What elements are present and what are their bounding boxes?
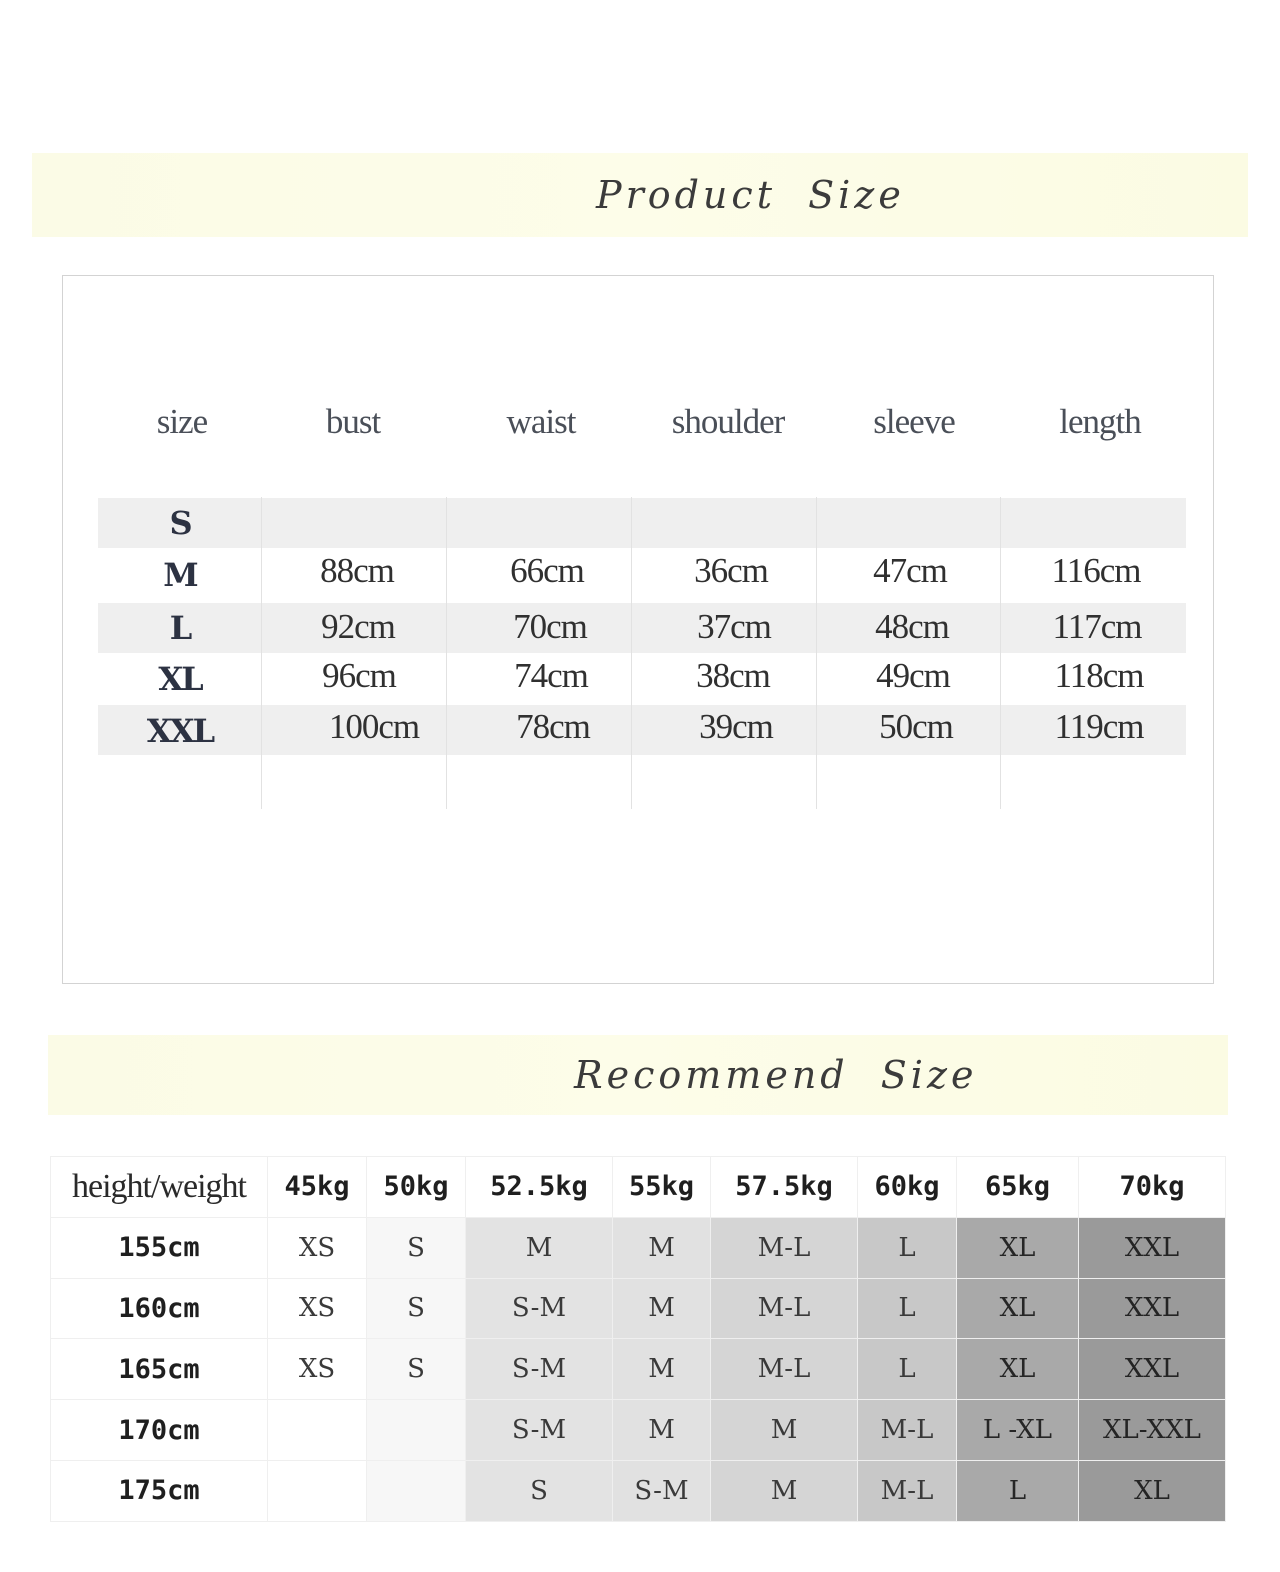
cell-xxl-sleeve: 50cm (879, 707, 953, 746)
column-divider (631, 497, 632, 809)
cell-xl-bust: 96cm (322, 656, 396, 695)
size-cell: XXL (1079, 1217, 1226, 1278)
cell-l-sleeve: 48cm (875, 607, 949, 646)
cell-xl-waist: 74cm (514, 656, 588, 695)
size-label-s: S (169, 504, 191, 542)
size-cell: L (858, 1217, 957, 1278)
cell-l-shoulder: 37cm (697, 607, 771, 646)
cell-xl-shoulder: 38cm (696, 656, 770, 695)
size-cell (367, 1460, 466, 1521)
cell-m-sleeve: 47cm (873, 551, 947, 590)
size-cell: S (367, 1278, 466, 1339)
column-divider (1000, 497, 1001, 809)
recommend-size-table (50, 1156, 1226, 1522)
column-divider (446, 497, 447, 809)
size-cell: XS (268, 1339, 367, 1400)
weight-header: 57.5kg (711, 1157, 858, 1218)
cell-m-waist: 66cm (510, 551, 584, 590)
table-row (51, 1400, 1226, 1461)
size-cell (268, 1460, 367, 1521)
header-length: length (1059, 402, 1141, 441)
cell-l-length: 117cm (1052, 607, 1142, 646)
header-shoulder: shoulder (671, 402, 785, 441)
size-cell: M (613, 1400, 711, 1461)
size-cell: XXL (1079, 1278, 1226, 1339)
size-cell: M-L (711, 1217, 858, 1278)
cell-xxl-bust: 100cm (328, 707, 420, 746)
height-label: 170cm (51, 1400, 268, 1461)
size-cell: XL-XXL (1079, 1400, 1226, 1461)
size-cell: XS (268, 1278, 367, 1339)
weight-header: 60kg (858, 1157, 957, 1218)
size-cell: L (858, 1339, 957, 1400)
weight-header: 45kg (268, 1157, 367, 1218)
cell-xxl-shoulder: 39cm (699, 707, 773, 746)
header-size: size (156, 402, 208, 441)
size-cell: S-M (466, 1339, 613, 1400)
size-cell (268, 1400, 367, 1461)
table-row (51, 1278, 1226, 1339)
height-label: 165cm (51, 1339, 268, 1400)
table-row (51, 1339, 1226, 1400)
size-label-xxl: XXL (146, 712, 214, 750)
size-cell: XL (957, 1339, 1079, 1400)
cell-m-shoulder: 36cm (694, 551, 768, 590)
size-cell: XL (957, 1217, 1079, 1278)
size-cell (367, 1400, 466, 1461)
cell-xxl-length: 119cm (1054, 707, 1144, 746)
size-cell: S (367, 1217, 466, 1278)
cell-xxl-waist: 78cm (516, 707, 590, 746)
cell-xl-length: 118cm (1054, 656, 1144, 695)
header-bust: bust (325, 402, 381, 441)
weight-header: 52.5kg (466, 1157, 613, 1218)
size-label-l: L (169, 609, 191, 647)
cell-l-waist: 70cm (513, 607, 587, 646)
cell-m-bust: 88cm (320, 551, 394, 590)
size-cell: M-L (711, 1278, 858, 1339)
size-cell: M (613, 1278, 711, 1339)
height-label: 175cm (51, 1460, 268, 1521)
size-cell: S-M (466, 1278, 613, 1339)
cell-m-length: 116cm (1051, 551, 1141, 590)
height-label: 155cm (51, 1217, 268, 1278)
header-waist: waist (506, 402, 576, 441)
size-cell: M (613, 1339, 711, 1400)
table-row (51, 1460, 1226, 1521)
product-size-title: Product Size (596, 173, 905, 217)
recommend-size-banner (48, 1035, 1228, 1115)
size-cell: XL (957, 1278, 1079, 1339)
size-cell: L (957, 1460, 1079, 1521)
weight-header: 55kg (613, 1157, 711, 1218)
weight-header: 70kg (1079, 1157, 1226, 1218)
header-sleeve: sleeve (873, 402, 955, 441)
size-cell: XS (268, 1217, 367, 1278)
size-cell: M (613, 1217, 711, 1278)
product-size-banner (32, 153, 1248, 237)
size-cell: M-L (858, 1400, 957, 1461)
size-cell: M-L (711, 1339, 858, 1400)
size-cell: M-L (858, 1460, 957, 1521)
column-divider (816, 497, 817, 809)
cell-l-bust: 92cm (321, 607, 395, 646)
size-cell: M (711, 1460, 858, 1521)
size-cell: XL (1079, 1460, 1226, 1521)
weight-header: 65kg (957, 1157, 1079, 1218)
size-cell: S (466, 1460, 613, 1521)
size-label-m: M (163, 556, 197, 594)
height-weight-corner: height/weight (51, 1157, 268, 1218)
size-cell: L -XL (957, 1400, 1079, 1461)
size-cell: S (367, 1339, 466, 1400)
size-label-xl: XL (158, 660, 202, 698)
weight-header: 50kg (367, 1157, 466, 1218)
size-cell: M (711, 1400, 858, 1461)
cell-xl-sleeve: 49cm (876, 656, 950, 695)
size-cell: S-M (613, 1460, 711, 1521)
recommend-size-title: Recommend Size (574, 1053, 978, 1097)
weight-header-row (51, 1157, 1226, 1218)
size-cell: S-M (466, 1400, 613, 1461)
column-divider (261, 497, 262, 809)
height-label: 160cm (51, 1278, 268, 1339)
size-cell: XXL (1079, 1339, 1226, 1400)
size-cell: L (858, 1278, 957, 1339)
size-cell: M (466, 1217, 613, 1278)
table-row (51, 1217, 1226, 1278)
